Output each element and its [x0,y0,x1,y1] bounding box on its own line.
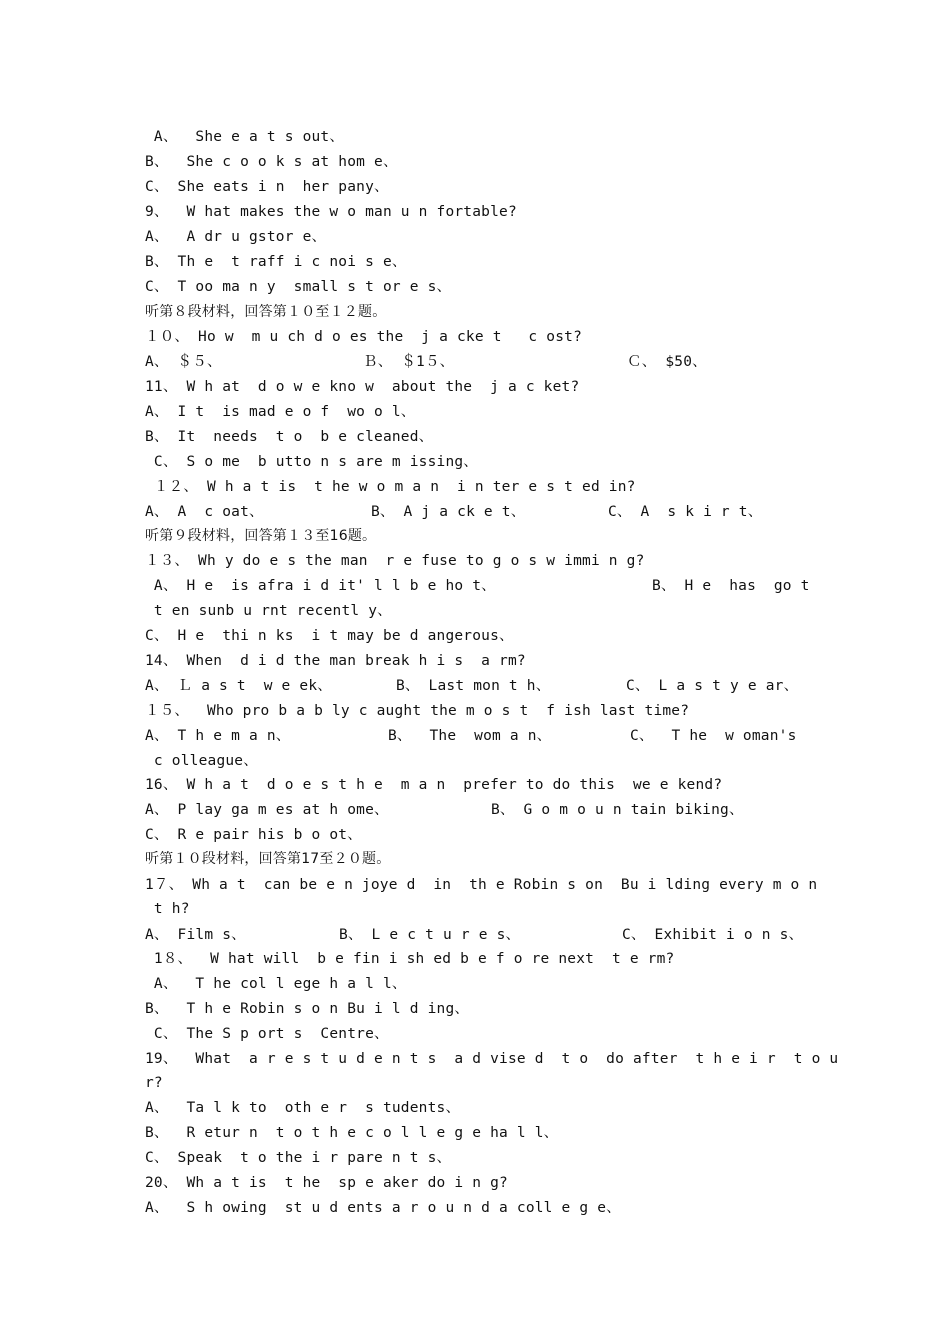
question-9: 9、 W hat makes the w o man u n fortable? [145,204,517,220]
text-line: C、 The S p ort s Centre、 [145,1026,389,1042]
option-c: C、 Exhibit i o n s、 [622,927,804,943]
question-17: 1７、 Wh a t can be e n joye d in th e Robin s on Bu i lding every m o n [145,877,818,893]
text-line: r? [145,1075,163,1091]
option-b: B、 G o m o u n tain biking、 [491,802,744,818]
options-row [145,799,744,821]
option-a: A、 A c oat、 [145,504,264,520]
text-line: A、 Ta l k to oth e r s tudents、 [145,1100,461,1116]
question-13: １３、 Wh y do e s the man r e fuse to g o s w immi n g? [145,553,645,569]
option-b: B、 The wom a n、 [388,728,552,744]
options-row [145,725,797,747]
option-a: A、 H e is afra i d it' l l b e ho t、 [145,578,496,594]
option-c: Ｃ、 $50、 [627,354,707,370]
option-a: A、 Ｌ a s t w e ek、 [145,678,332,694]
section-heading-9: 听第９段材料，回答第１３至16题。 [145,528,377,544]
option-c: C、 A s k i r t、 [608,504,763,520]
text-line: B、 Th e t raff i c noi s e、 [145,254,407,270]
options-row [145,501,763,523]
text-line: C、 Speak t o the i r pare n t s、 [145,1150,452,1166]
text-line: c olleague、 [145,753,258,769]
option-a: A、 ＄５、 [145,354,222,370]
question-20: 20、 Wh a t is t he sp e aker do i n g? [145,1175,508,1191]
options-row [145,575,810,597]
question-11: 11、 W h at d o w e kno w about the j a c ket? [145,379,580,395]
text-line: C、 T oo ma n y small s t or e s、 [145,279,452,295]
section-heading-10: 听第１０段材料，回答第17至２０题。 [145,851,391,867]
text-line: B、 T h e Robin s o n Bu i l d ing、 [145,1001,470,1017]
text-line: C、 She eats i n her pany、 [145,179,389,195]
option-c: C、 L a s t y e ar、 [626,678,799,694]
option-c: C、 T he w oman's [630,728,797,744]
options-row [145,351,707,373]
text-line: C、 H e thi n ks i t may be d angerous、 [145,628,514,644]
question-15: １５、 Who pro b a b ly c aught the m o s t f ish last time? [145,703,690,719]
option-b: Ｂ、 ＄1５、 [363,354,455,370]
text-line: A、 S h owing st u d ents a r o u n d a coll e g e、 [145,1200,621,1216]
option-b: B、 Last mon t h、 [396,678,551,694]
option-b: B、 A j a ck e t、 [371,504,526,520]
options-row [145,675,799,697]
text-line: B、 It needs t o b e cleaned、 [145,429,434,445]
text-line: A、 T he col l ege h a l l、 [145,976,407,992]
text-line: B、 She c o o k s at hom e、 [145,154,398,170]
text-line: C、 R e pair his b o ot、 [145,827,362,843]
option-a: A、 Film s、 [145,927,246,943]
options-row [145,924,804,946]
question-12: １２、 W h a t is t he w o m a n i n ter e s t ed in? [145,479,636,495]
option-a: A、 T h e m a n、 [145,728,291,744]
text-line: t h? [145,901,190,917]
text-line: A、 A dr u gstor e、 [145,229,327,245]
question-16: 16、 W h a t d o e s t h e m a n prefer to do this we e kend? [145,777,723,793]
option-b: B、 H e has go t [652,578,810,594]
question-14: 14、 When d i d the man break h i s a rm? [145,653,526,669]
text-line: t en sunb u rnt recentl y、 [145,603,392,619]
question-18: 1８、 W hat will b e fin i sh ed b e f o re next t e rm? [145,951,675,967]
text-line: A、 I t is mad e o f wo o l、 [145,404,416,420]
question-10: １０、 Ho w m u ch d o es the j a cke t c ost? [145,329,583,345]
section-heading-8: 听第８段材料，回答第１０至１２题。 [145,304,387,320]
text-line: B、 R etur n t o t h e c o l l e g e ha l l、 [145,1125,559,1141]
text-line: A、 She e a t s out、 [145,129,345,145]
option-b: B、 L e c t u r e s、 [339,927,521,943]
option-a: A、 P lay ga m es at h ome、 [145,802,389,818]
question-19: 19、 What a r e s t u d e n t s a d vise d t o do after t h e i r t o u [145,1051,839,1067]
text-line: C、 S o me b utto n s are m issing、 [145,454,479,470]
